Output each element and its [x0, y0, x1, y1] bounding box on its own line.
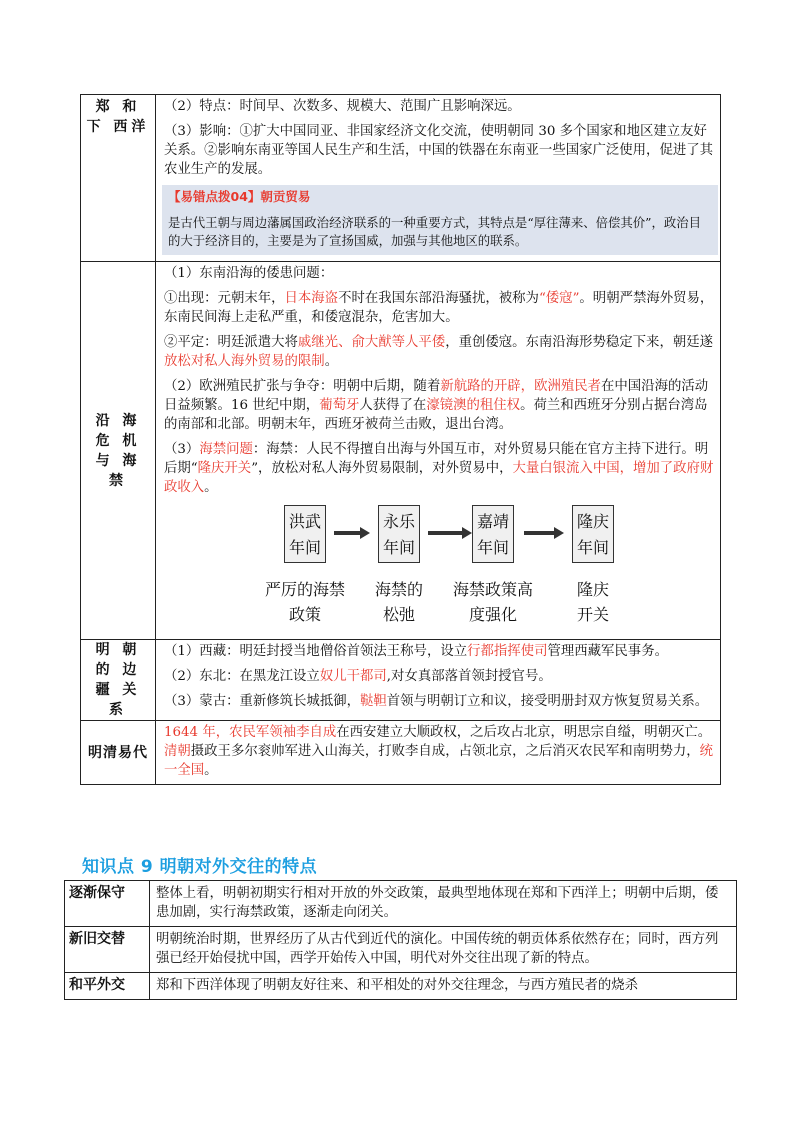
highlight-text: 新航路的开辟，欧洲殖民者 [440, 379, 602, 394]
text-span: 。 [324, 354, 339, 369]
text-span: 。 [204, 480, 218, 495]
feature-text: 明朝统治时期，世界经历了从古代到近代的演化。中国传统的朝贡体系依然存在；同时，西方列强已经开始侵扰中国，西学开始传入中国，明代对外交往出现了新的特点。 [150, 927, 737, 973]
feature-text: 郑和下西洋体现了明朝友好往来、和平相处的对外交往理念，与西方殖民者的烧杀 [150, 973, 737, 1000]
feature-label: 和平外交 [65, 973, 150, 1000]
history-table [80, 94, 721, 785]
text-span: 摄政王多尔衮帅军进入山海关，打败李自成，占领北京，之后消灭农民军和南明势力， [190, 744, 700, 759]
flow-box-longqing: 隆庆年间 [572, 505, 614, 563]
row-dynasty [81, 721, 721, 785]
highlight-text: 大量白银流入中国，增加了政府财政收入 [164, 461, 714, 495]
row-border [81, 640, 721, 721]
text-span: ”，放松对私人海外贸易限制，对外贸易中， [251, 461, 513, 476]
text-span: 。荷兰和西班牙分别占据台湾岛 的南部和北部。明朝末年，西班牙被荷兰击败，退出台湾。 [164, 398, 708, 432]
text-span: 。明朝严禁海外贸易，东南民间海上走私严重，和倭寇混杂，危害加大。 [164, 291, 714, 325]
flow-caption-yongle: 海禁的松弛 [374, 580, 423, 624]
text-span: （3） [164, 442, 200, 457]
highlight-text: 1644 年，农民军领袖李自成 [164, 725, 337, 740]
flow-caption-hongwu: 严厉的海禁政策 [264, 580, 345, 624]
row-content-zhenghe [156, 95, 721, 262]
text-span: ,对女真部落首领封授官号。 [386, 669, 552, 684]
highlight-text: “倭寇” [538, 291, 580, 306]
row-content-coast [156, 262, 721, 640]
text-span: 首领与明朝订立和议，接受明册封双方恢复贸易关系。 [386, 694, 709, 709]
features-row [65, 927, 737, 973]
feature-text: 整体上看，明朝初期实行相对开放的外交政策，最典型地体现在郑和下西洋上；明朝中后期，倭患加剧，实行海禁政策，逐渐走向闭关。 [150, 881, 737, 927]
text-span: 。 [204, 763, 218, 778]
flow-box-hongwu: 洪武年间 [284, 505, 326, 563]
coast-p2 [164, 289, 714, 327]
coast-p4 [164, 377, 714, 434]
text-span: （3）蒙古：重新修筑长城抵御， [164, 694, 360, 709]
border-p1 [164, 642, 714, 661]
highlight-text: 戚继光、俞大猷等人平倭 [297, 335, 446, 350]
feature-label: 新旧交替 [65, 927, 150, 973]
row-zhenghe [81, 95, 721, 262]
flow-caption-jiajing: 海禁政策高度强化 [452, 580, 533, 624]
text-span: 在西安建立大顺政权，之后攻占北京，明思宗自缢，明朝灭亡。 [336, 725, 712, 740]
row-label-coast: 沿 海 危 机 与 海 禁 [81, 262, 156, 640]
text-span: ②平定：明廷派遣大将 [164, 335, 298, 350]
highlight-text: 行都指挥使司 [467, 644, 548, 659]
text-span: （2）东北：在黑龙江设立 [164, 669, 320, 684]
highlight-text: 濠镜澳的租住权 [426, 398, 521, 413]
text-span: ：海禁：人民不得擅自出海与外国互市，对外贸易只能在官方主持下进行。明后期“ [164, 442, 709, 476]
highlight-text: 海禁问题 [199, 442, 253, 457]
section-title: 知识点 9 明朝对外交往的特点 [82, 857, 318, 877]
row-coast [81, 262, 721, 640]
flow-caption-longqing: 隆庆开关 [576, 580, 609, 624]
highlight-text: 统一全国 [164, 744, 714, 778]
text-span: 人获得了在 [359, 398, 427, 413]
features-table [64, 880, 737, 1000]
highlight-text: 日本海盗 [284, 291, 339, 306]
features-row [65, 973, 737, 1000]
coast-p1: （1）东南沿海的倭患问题： [164, 266, 334, 281]
text-span: （1）西藏：明廷封授当地僧俗首领法王称号，设立 [164, 644, 468, 659]
flow-box-yongle: 永乐年间 [378, 505, 420, 563]
error-tip-title: 【易错点拨04】朝贡贸易 [168, 189, 311, 204]
flow-arrow-icon [428, 527, 472, 539]
coast-p5 [164, 440, 714, 497]
row-label-zhenghe: 郑 和 下 西洋 [81, 95, 156, 262]
error-tip-box [162, 185, 718, 255]
border-p3 [164, 692, 714, 711]
features-row [65, 881, 737, 927]
text-span: 在中国沿海的活动日益频繁。16 世纪中期， [164, 379, 709, 413]
row-content-border [156, 640, 721, 721]
row-content-dynasty [156, 721, 721, 785]
highlight-text: 放松对私人海外贸易的限制 [164, 354, 325, 369]
coast-p3 [164, 333, 714, 371]
zhenghe-influence: （3）影响：①扩大中国同亚、非国家经济文化交流，使明朝同 30 多个国家和地区建立友好关系。②影响东南亚等国人民生产和生活，中国的铁器在东南亚一些国家广泛使用，促进了其农业生产的发展。 [164, 124, 714, 177]
zhenghe-features: （2）特点：时间早、次数多、规模大、范围广且影响深远。 [164, 99, 521, 114]
text-span: 管理西藏军民事务。 [547, 644, 668, 659]
error-tip-text: 是古代王朝与周边藩属国政治经济联系的一种重要方式，其特点是“厚往薄来、倍偿其价”，政治目的大于经济目的，主要是为了宣扬国威，加强与其他地区的联系。 [168, 215, 702, 248]
dynasty-p [164, 723, 714, 780]
feature-label: 逐渐保守 [65, 881, 150, 927]
text-span: ①出现：元朝末年， [164, 291, 285, 306]
highlight-text: 葡萄牙 [319, 398, 360, 413]
flow-arrow-icon [334, 527, 370, 539]
highlight-text: 清朝 [164, 744, 191, 759]
flow-arrow-icon [524, 527, 564, 539]
highlight-text: 隆庆开关 [197, 461, 252, 476]
text-span: （2）欧洲殖民扩张与争夺：明朝中后期，随着 [164, 379, 441, 394]
text-span: ，重创倭寇。东南沿海形势稳定下来，朝廷遂 [445, 335, 714, 350]
sea-ban-flowchart [164, 505, 714, 635]
highlight-text: 奴儿干都司 [319, 669, 387, 684]
flow-box-jiajing: 嘉靖年间 [472, 505, 514, 563]
border-p2 [164, 667, 714, 686]
highlight-text: 鞑靼 [360, 694, 387, 709]
row-label-border: 明 朝 的 边 疆 关 系 [81, 640, 156, 721]
text-span: 不时在我国东部沿海骚扰，被称为 [338, 291, 539, 306]
row-label-dynasty: 明清易代 [81, 721, 156, 785]
